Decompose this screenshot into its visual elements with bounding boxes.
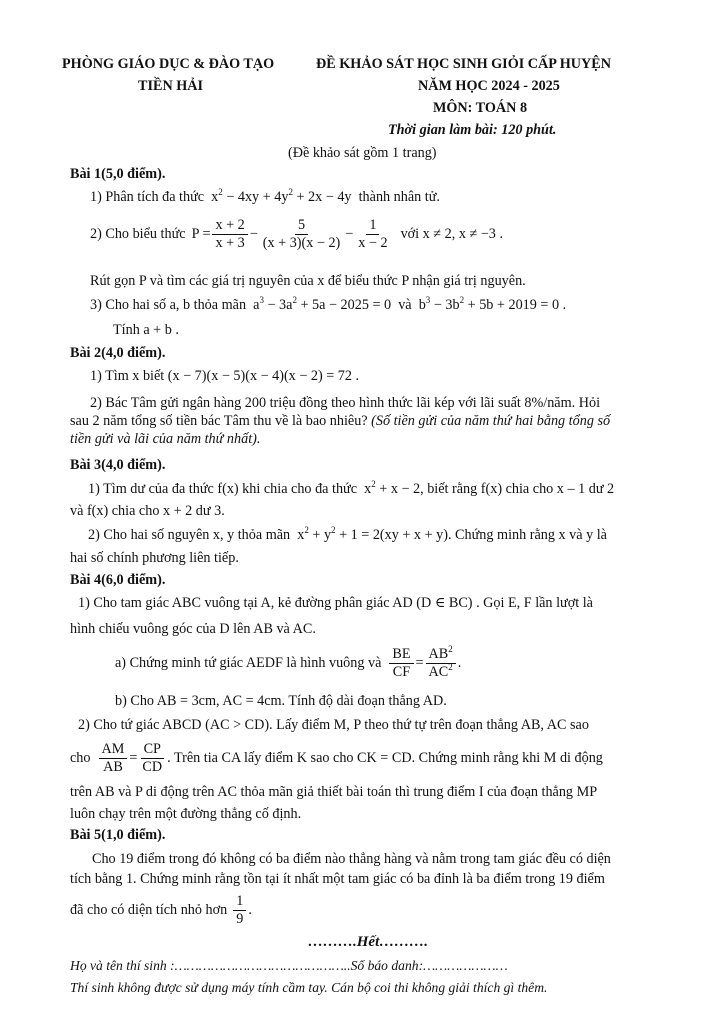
- bai3-q2-line1: 2) Cho hai số nguyên x, y thỏa mãn $x^2 + y^2 + 1 = 2(xy + x + y)$. Chứng minh rằng x và y là: [88, 525, 607, 543]
- bai2-title: Bài 2(4,0 điểm).: [70, 345, 166, 361]
- bai3-q1-line2: và f(x) chia cho x + 2 dư 3.: [70, 503, 225, 519]
- bai2-q1: 1) Tìm x biết (x − 7)(x − 5)(x − 4)(x − 2) = 72 .: [90, 368, 360, 384]
- bai5-line2: tích bằng 1. Chứng minh rằng tồn tại ít nhất một tam giác có ba đỉnh là ba điểm trong 19 điểm: [70, 871, 605, 887]
- bai5-line3: đã cho có diện tích nhỏ hơn $\frac{1}{9}$ .: [70, 892, 252, 927]
- subject: MÔN: TOÁN 8: [433, 100, 528, 116]
- district-name: TIỀN HẢI: [138, 78, 204, 94]
- time-limit: Thời gian làm bài: 120 phút.: [388, 122, 557, 138]
- end-marker: ……….Hết……….: [308, 934, 428, 950]
- fraction-2: $\frac{5}{(x + 3)(x - 2)}$: [262, 216, 341, 251]
- bai2-q2-line3: tiền gửi và lãi của năm thứ nhất).: [70, 431, 261, 447]
- department-name: PHÒNG GIÁO DỤC & ĐÀO TẠO: [62, 56, 275, 72]
- bai3-q1-line1: 1) Tìm dư của đa thức f(x) khi chia cho đa thức $x^2 + x - 2$, biết rằng f(x) chia cho x – 1 dư 2: [88, 479, 615, 497]
- bai3-q2-line2: hai số chính phương liên tiếp.: [70, 550, 239, 566]
- candidate-line: Họ và tên thí sinh :……………………………………..Số báo danh:…………………: [70, 958, 508, 973]
- page-note: (Đề khảo sát gồm 1 trang): [288, 145, 437, 161]
- expression-p: P =: [191, 226, 211, 242]
- bai1-q3: 3) Cho hai số a, b thỏa mãn $a^3 - 3a^2 + 5a - 2025 = 0$ và $b^3 - 3b^2 + 5b + 2019 = 0$ .: [90, 295, 567, 313]
- bai5-line1: Cho 19 điểm trong đó không có ba điểm nào thẳng hàng và nằm trong tam giác đều có diện: [92, 851, 611, 867]
- bai4-q2-line2: cho $\frac{AM}{AB}$ = $\frac{CP}{CD}$ . Trên tia CA lấy điểm K sao cho CK = CD. Chứng minh rằng khi M di động: [70, 740, 603, 775]
- bai2-q2-line2: sau 2 năm tổng số tiền bác Tâm thu về là bao nhiêu? (Số tiền gửi của năm thứ hai bằng tổng số: [70, 413, 611, 429]
- bai4-q2-line3: trên AB và P di động trên AC thỏa mãn giả thiết bài toán thì trung điểm I của đoạn thẳng MP: [70, 784, 598, 800]
- bai1-q3-line2: Tính a + b .: [113, 322, 179, 338]
- bai4-title: Bài 4(6,0 điểm).: [70, 572, 166, 588]
- bai4-qb: b) Cho AB = 3cm, AC = 4cm. Tính độ dài đoạn thẳng AD.: [115, 693, 447, 709]
- bai4-q1-line1: 1) Cho tam giác ABC vuông tại A, kẻ đường phân giác AD (D ∈ BC) . Gọi E, F lần lượt là: [78, 595, 593, 611]
- bai2-q2-line1: 2) Bác Tâm gửi ngân hàng 200 triệu đồng theo hình thức lãi kép với lãi suất 8%/năm. Hỏi: [90, 395, 601, 411]
- school-year: NĂM HỌC 2024 - 2025: [418, 78, 560, 94]
- bai4-q2-line1: 2) Cho tứ giác ABCD (AC > CD). Lấy điểm M, P theo thứ tự trên đoạn thẳng AB, AC sao: [78, 717, 589, 733]
- bai1-q2-line2: Rút gọn P và tìm các giá trị nguyên của x để biểu thức P nhận giá trị nguyên.: [90, 273, 526, 289]
- exam-title: ĐỀ KHẢO SÁT HỌC SINH GIỎI CẤP HUYỆN: [316, 56, 611, 72]
- polynomial: $x^2 - 4xy + 4y^2 + 2x - 4y$: [207, 187, 356, 205]
- bai1-title: Bài 1(5,0 điểm).: [70, 166, 166, 182]
- bai4-qa: a) Chứng minh tứ giác AEDF là hình vuông và $\frac{BE}{CF}$ = $\frac{AB^2}{AC^2}$ .: [115, 643, 462, 680]
- fraction-1: $\frac{x + 2}{x + 3}$: [212, 218, 247, 251]
- bai3-title: Bài 3(4,0 điểm).: [70, 457, 166, 473]
- fraction-3: $\frac{1}{x - 2}$: [358, 216, 388, 251]
- bai4-q1-line2: hình chiếu vuông góc của D lên AB và AC.: [70, 621, 316, 637]
- bai1-q1: 1) Phân tích đa thức $x^2 - 4xy + 4y^2 + 2x - 4y$ thành nhân tử.: [90, 187, 440, 205]
- bai4-q2-line4: luôn chạy trên một đường thẳng cố định.: [70, 806, 302, 822]
- bai5-title: Bài 5(1,0 điểm).: [70, 827, 166, 843]
- exam-rule: Thí sinh không được sử dụng máy tính cầm tay. Cán bộ coi thi không giải thích gì thêm.: [70, 980, 548, 995]
- bai1-q2: 2) Cho biểu thức P = $\frac{x + 2}{x + 3}$ − $\frac{5}{(x + 3)(x - 2)}$ − $\frac{1}{x - 2}$ với x ≠ 2, x ≠ −3 .: [90, 214, 503, 254]
